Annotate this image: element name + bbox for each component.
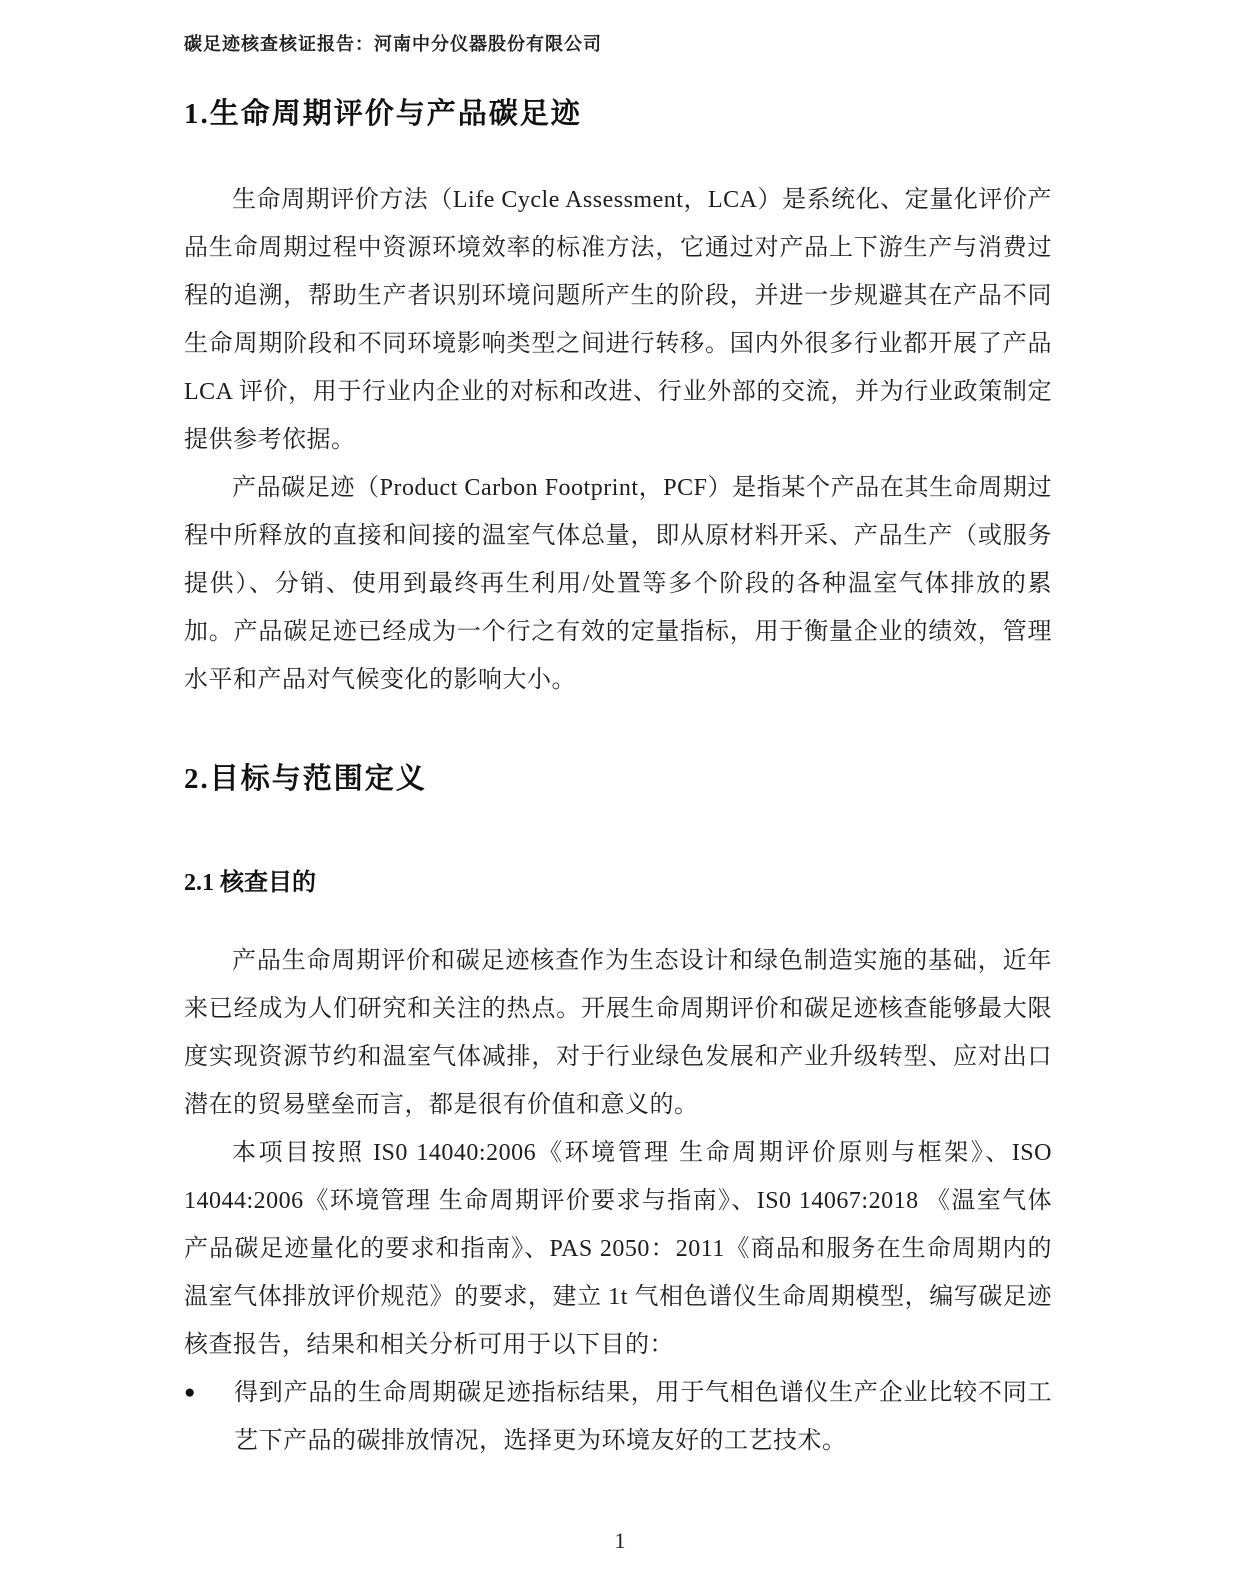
section-1-paragraph-1: 生命周期评价方法（Life Cycle Assessment，LCA）是系统化、定量化评价产品生命周期过程中资源环境效率的标准方法，它通过对产品上下游生产与消费过程的追溯，帮助生产者识别环境问题所产生的阶段，并进一步规避其在产品不同生命周期阶段和不同环境影响类型之间进行转移。国内外很多行业都开展了产品 LCA 评价，用于行业内企业的对标和改进、行业外部的交流，并为行业政策制定提供参考依据。 [184,187,1052,453]
page-content [184,0,1052,1465]
section-1-paragraph-2: 产品碳足迹（Product Carbon Footprint，PCF）是指某个产品在其生命周期过程中所释放的直接和间接的温室气体总量，即从原材料开采、产品生产（或服务提供）、分销、使用到最终再生利用/处置等多个阶段的各种温室气体排放的累加。产品碳足迹已经成为一个行之有效的定量指标，用于衡量企业的绩效，管理水平和产品对气候变化的影响大小。 [184,475,1052,693]
subsection-2-1-paragraph-2: 本项目按照 IS0 14040:2006《环境管理 生命周期评价原则与框架》、ISO 14044:2006《环境管理 生命周期评价要求与指南》、IS0 14067:2018 《温室气体产品碳足迹量化的要求和指南》、PAS 2050：2011《商品和服务在生命周期内的温室气体排放评价规范》的要求，建立 1t 气相色谱仪生命周期模型，编写碳足迹核查报告，结果和相关分析可用于以下目的： [184,1140,1052,1358]
bullet-icon: ● [184,1382,196,1403]
subsection-2-1-heading: 2.1 核查目的 [184,870,316,896]
section-1-heading: 1.生命周期评价与产品碳足迹 [184,98,582,130]
bullet-item [184,1369,1052,1465]
section-2-heading: 2.目标与范围定义 [184,763,427,795]
page-number: 1 [614,1528,626,1553]
bullet-item-text: 得到产品的生命周期碳足迹指标结果，用于气相色谱仪生产企业比较不同工艺下产品的碳排放情况，选择更为环境友好的工艺技术。 [234,1380,1052,1454]
running-header: 碳足迹核查核证报告：河南中分仪器股份有限公司 [184,34,602,54]
subsection-2-1-paragraph-1: 产品生命周期评价和碳足迹核查作为生态设计和绿色制造实施的基础，近年来已经成为人们研究和关注的热点。开展生命周期评价和碳足迹核查能够最大限度实现资源节约和温室气体减排，对于行业绿色发展和产业升级转型、应对出口潜在的贸易壁垒而言，都是很有价值和意义的。 [184,948,1052,1118]
